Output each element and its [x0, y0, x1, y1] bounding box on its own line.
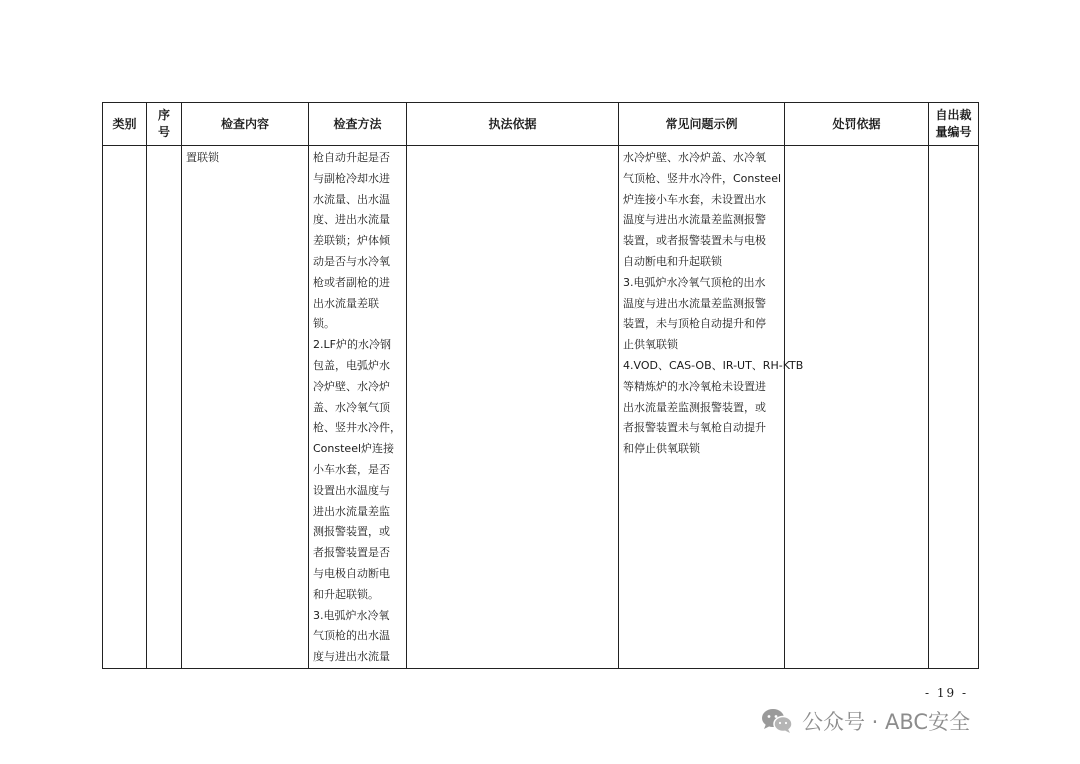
problem-line: 者报警装置未与氧枪自动提升 [623, 421, 766, 435]
problem-line: 3.电弧炉水冷氧气顶枪的出水 [623, 275, 766, 289]
method-line: 盖、水冷氧气顶 [313, 400, 390, 414]
method-line: 水流量、出水温 [313, 192, 390, 206]
cell-category [103, 146, 147, 669]
method-line: 枪或者副枪的进 [313, 275, 390, 289]
cell-penalty-basis [785, 146, 929, 669]
method-line: 出水流量差联 [313, 296, 379, 310]
problem-line: 温度与进出水流量差监测报警 [623, 213, 766, 227]
header-penalty-basis: 处罚依据 [785, 103, 929, 146]
problem-line: 装置，或者报警装置未与电极 [623, 234, 766, 248]
content-line: 置联锁 [186, 151, 219, 164]
method-line: 设置出水温度与 [313, 483, 390, 497]
problem-line: 自动断电和升起联锁 [623, 254, 722, 268]
header-method: 检查方法 [309, 103, 407, 146]
header-discretion-no: 自出裁量编号 [929, 103, 979, 146]
method-line: 枪、竖井水冷件， [313, 421, 401, 435]
watermark [760, 704, 970, 738]
method-line: 者报警装置是否 [313, 546, 390, 560]
cell-seq [147, 146, 182, 669]
problem-line: 装置，未与顶枪自动提升和停 [623, 317, 766, 331]
method-line: 测报警装置，或 [313, 525, 390, 539]
method-line: 2.LF炉的水冷钢 [313, 338, 391, 352]
header-problem-examples: 常见问题示例 [619, 103, 785, 146]
problem-line: 等精炼炉的水冷氧枪未设置进 [623, 379, 766, 393]
problem-line: 温度与进出水流量差监测报警 [623, 296, 766, 310]
method-line: 3.电弧炉水冷氧 [313, 608, 390, 622]
problem-line: 和停止供氧联锁 [623, 442, 700, 456]
method-line: 小车水套，是否 [313, 462, 390, 476]
cell-discretion-no [929, 146, 979, 669]
method-line: 包盖，电弧炉水 [313, 358, 390, 372]
method-line: Consteel炉连接 [313, 442, 395, 456]
table-header-row [103, 103, 979, 146]
table-row [103, 146, 979, 669]
cell-method [309, 146, 407, 669]
method-line: 度与进出水流量 [313, 650, 390, 664]
page-number: - 19 - [925, 686, 969, 700]
wechat-icon [760, 707, 794, 735]
method-line: 度、进出水流量 [313, 213, 390, 227]
method-line: 和升起联锁。 [313, 587, 379, 601]
method-line: 冷炉壁、水冷炉 [313, 379, 390, 393]
method-line: 与电极自动断电 [313, 566, 390, 580]
method-line: 枪自动升起是否 [313, 151, 390, 164]
cell-problem-examples [619, 146, 804, 669]
problem-line: 止供氧联锁 [623, 338, 678, 352]
problem-line: 气顶枪、竖井水冷件，Consteel [623, 171, 782, 185]
method-line: 进出水流量差监 [313, 504, 390, 518]
inspection-table [102, 102, 979, 669]
problem-line: 炉连接小车水套，未设置出水 [623, 192, 766, 206]
watermark-text: 公众号 · ABC安全 [802, 710, 971, 734]
header-category: 类别 [103, 103, 147, 146]
cell-content [182, 146, 309, 669]
method-line: 动是否与水冷氧 [313, 254, 390, 268]
method-line: 锁。 [313, 317, 335, 331]
method-line: 与副枪冷却水进 [313, 171, 390, 185]
cell-legal-basis [407, 146, 619, 669]
problem-line: 4.VOD、CAS-OB、IR-UT、RH-KTB [623, 358, 804, 372]
problem-line: 水冷炉壁、水冷炉盖、水冷氧 [623, 151, 766, 164]
header-seq: 序号 [147, 103, 182, 146]
method-line: 气顶枪的出水温 [313, 629, 390, 643]
header-content: 检查内容 [182, 103, 309, 146]
method-line: 差联锁；炉体倾 [313, 234, 390, 248]
header-legal-basis: 执法依据 [407, 103, 619, 146]
problem-line: 出水流量差监测报警装置，或 [623, 400, 766, 414]
